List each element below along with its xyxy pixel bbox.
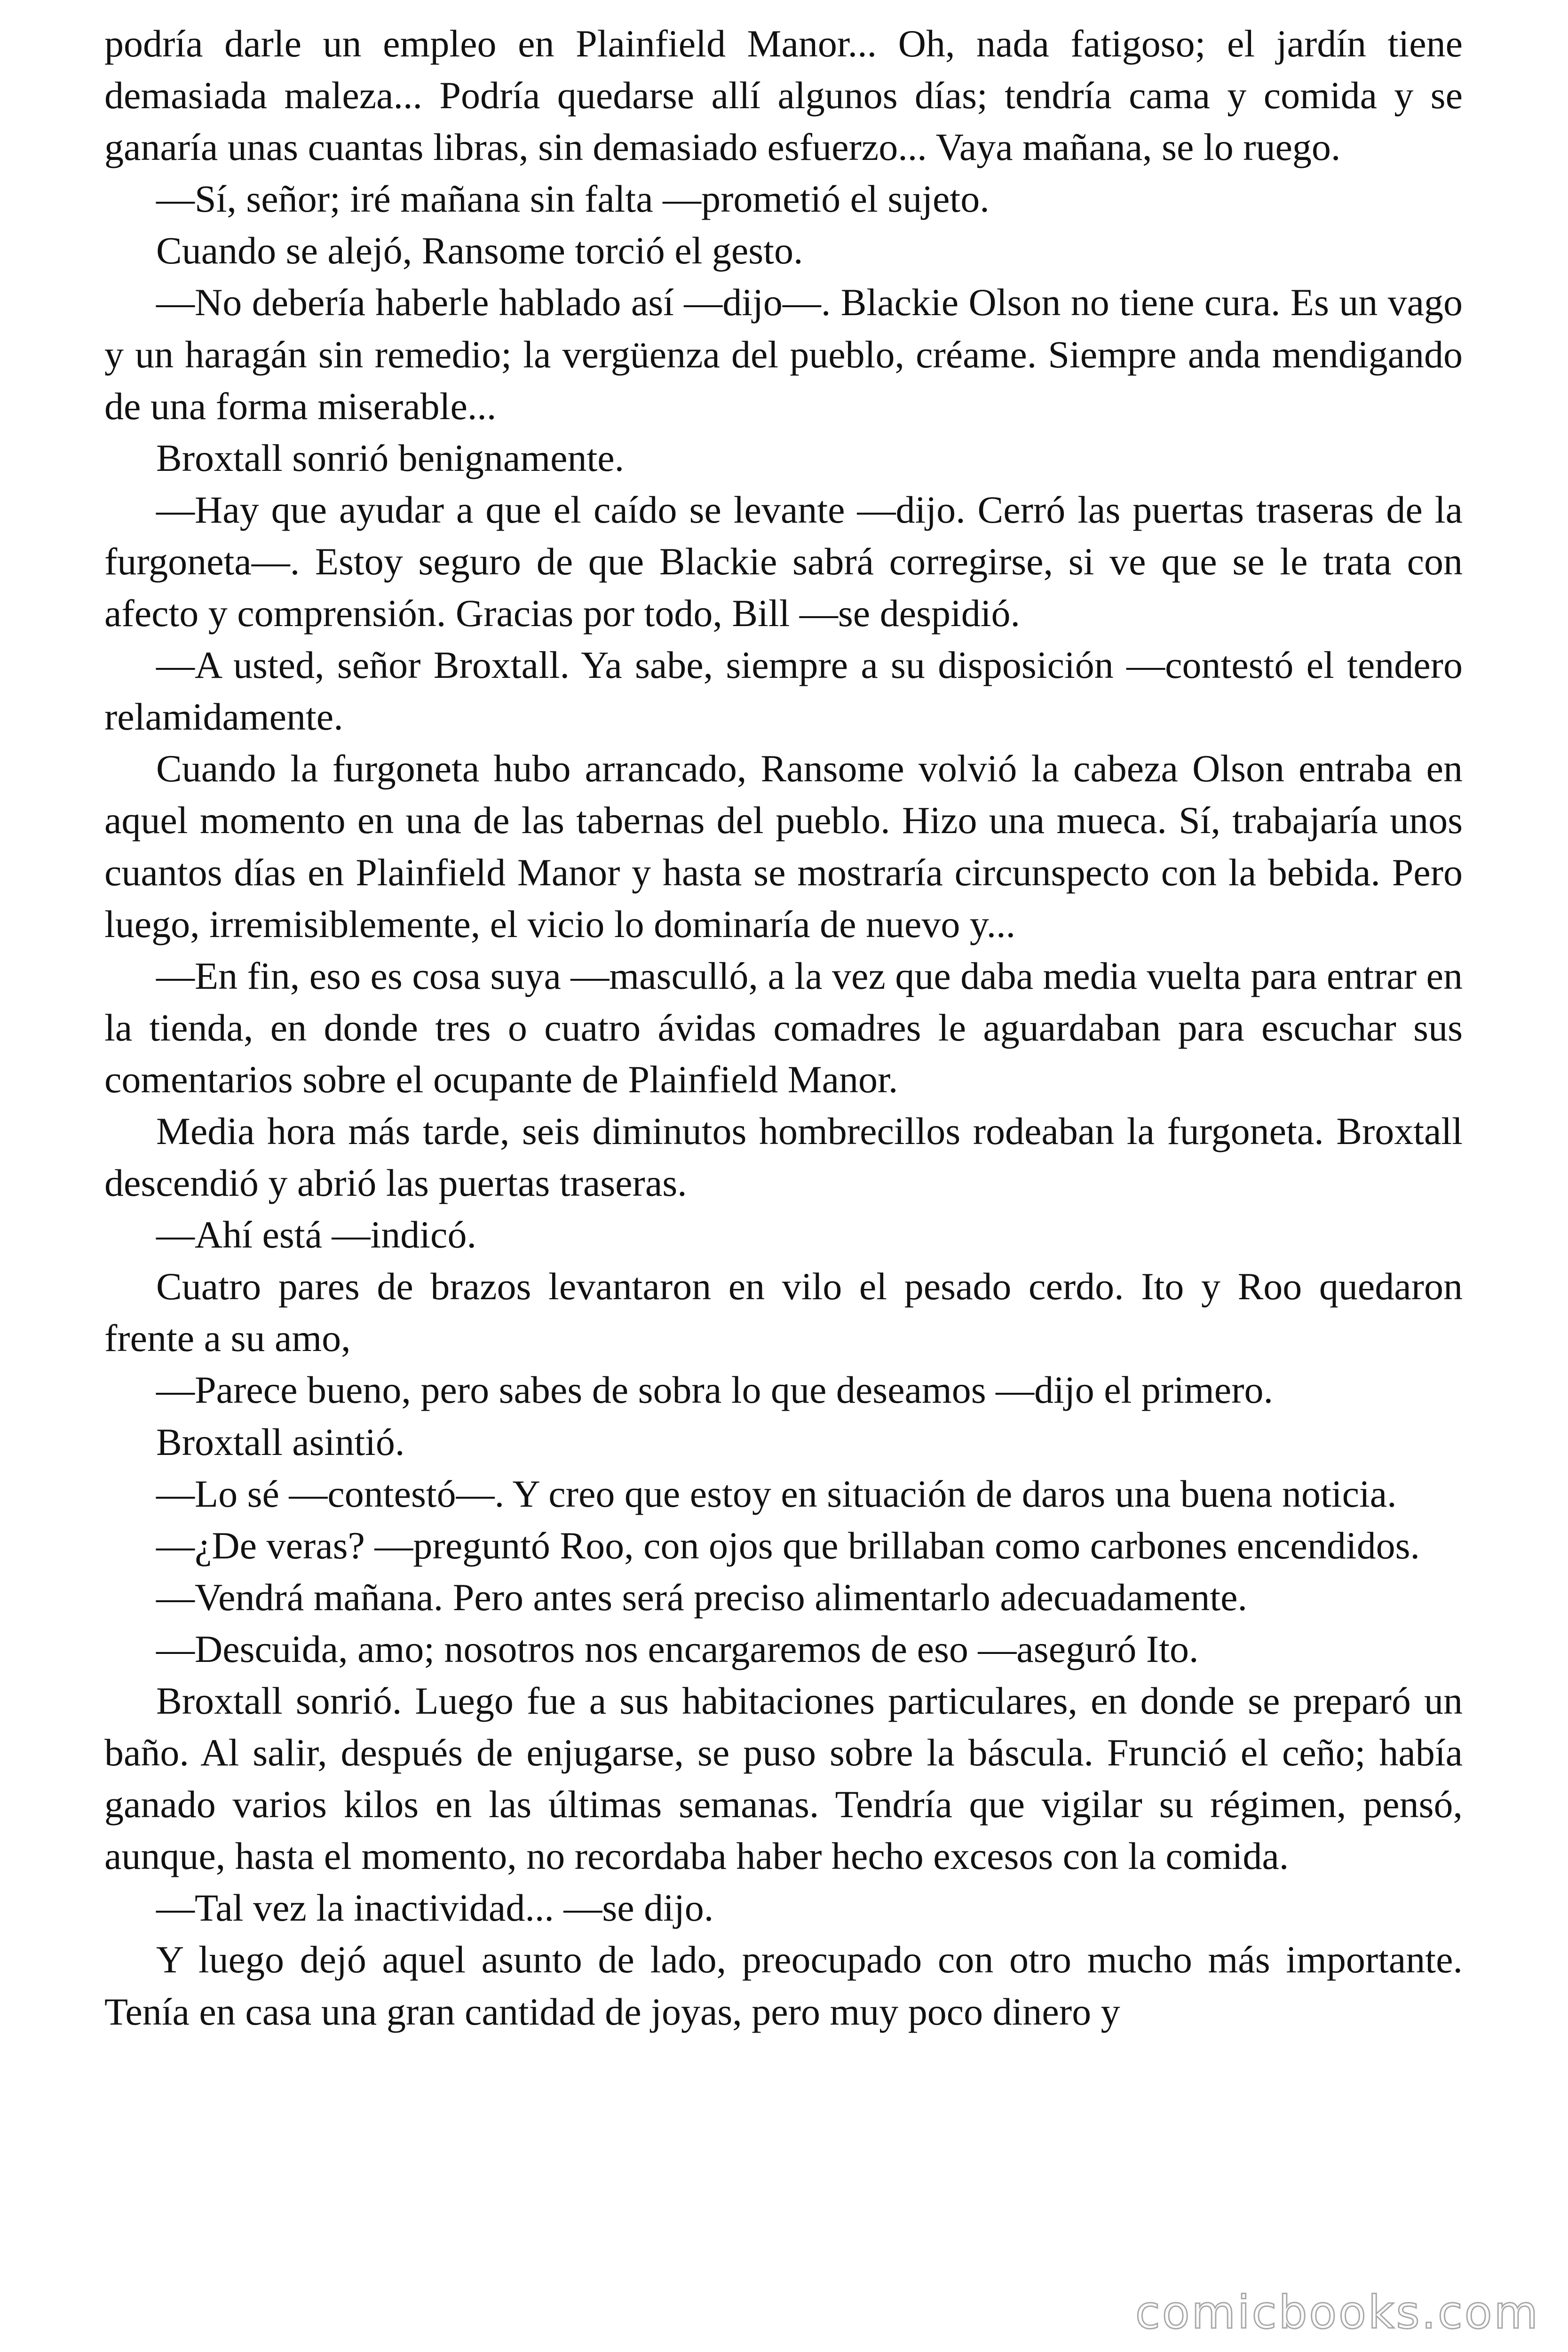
paragraph: —¿De veras? —preguntó Roo, con ojos que brillaban como carbones encendidos. <box>156 1524 1420 1567</box>
paragraph: Broxtall sonrió benignamente. <box>156 436 625 479</box>
paragraph: —Parece bueno, pero sabes de sobra lo que deseamos —dijo el primero. <box>156 1368 1273 1412</box>
paragraph: —Lo sé —contestó—. Y creo que estoy en situación de daros una buena noticia. <box>156 1472 1397 1515</box>
page-text <box>104 18 1463 2038</box>
paragraph: Cuando se alejó, Ransome torció el gesto. <box>156 229 803 272</box>
paragraph: Media hora más tarde, seis diminutos hombrecillos rodeaban la furgoneta. Broxtall descendió y abrió las puertas traseras. <box>104 1109 1463 1205</box>
paragraph: —Tal vez la inactividad... —se dijo. <box>156 1886 714 1930</box>
paragraph: —A usted, señor Broxtall. Ya sabe, siempre a su disposición —contestó el tendero relamidamente. <box>104 644 1463 739</box>
paragraph: —Ahí está —indicó. <box>156 1213 476 1256</box>
paragraph: —Sí, señor; iré mañana sin falta —prometió el sujeto. <box>156 177 990 221</box>
paragraph: Broxtall sonrió. Luego fue a sus habitaciones particulares, en donde se preparó un baño. Al salir, después de enjugarse, se puso sobre la báscula. Frunció el ceño; había ganado varios kilos en las últimas semanas. Tendría que vigilar su régimen, pensó, aunque, hasta el momento, no recordaba haber hecho excesos con la comida. <box>104 1679 1463 1878</box>
paragraph: —En fin, eso es cosa suya —masculló, a la vez que daba media vuelta para entrar en la tienda, en donde tres o cuatro ávidas comadres le aguardaban para escuchar sus comentarios sobre el ocupante de Plainfield Manor. <box>104 954 1463 1101</box>
watermark: comicbooks.com <box>1135 2286 1540 2339</box>
paragraph: Cuatro pares de brazos levantaron en vilo el pesado cerdo. Ito y Roo quedaron frente a su amo, <box>104 1265 1463 1360</box>
paragraph: —Hay que ayudar a que el caído se levante —dijo. Cerró las puertas traseras de la furgoneta—. Estoy seguro de que Blackie sabrá corregirse, si ve que se le trata con afecto y comprensión. Gracias por todo, Bill —se despidió. <box>104 488 1463 635</box>
paragraph: Y luego dejó aquel asunto de lado, preocupado con otro mucho más importante. Tenía en casa una gran cantidad de joyas, pero muy poco dinero y <box>104 1938 1463 2033</box>
paragraph: —Vendrá mañana. Pero antes será preciso alimentarlo adecuadamente. <box>156 1575 1248 1619</box>
paragraph: —Descuida, amo; nosotros nos encargaremos de eso —aseguró Ito. <box>156 1627 1199 1670</box>
paragraph: podría darle un empleo en Plainfield Manor... Oh, nada fatigoso; el jardín tiene demasiada maleza... Podría quedarse allí algunos días; tendría cama y comida y se ganaría unas cuantas libras, sin demasiado esfuerzo... Vaya mañana, se lo ruego. <box>104 22 1463 169</box>
paragraph: —No debería haberle hablado así —dijo—. Blackie Olson no tiene cura. Es un vago y un haragán sin remedio; la vergüenza del pueblo, créame. Siempre anda mendigando de una forma miserable... <box>104 281 1463 428</box>
paragraph: Broxtall asintió. <box>156 1420 405 1463</box>
paragraph: Cuando la furgoneta hubo arrancado, Ransome volvió la cabeza Olson entraba en aquel momento en una de las tabernas del pueblo. Hizo una mueca. Sí, trabajaría unos cuantos días en Plainfield Manor y hasta se mostraría circunspecto con la bebida. Pero luego, irremisiblemente, el vicio lo dominaría de nuevo y... <box>104 747 1463 946</box>
